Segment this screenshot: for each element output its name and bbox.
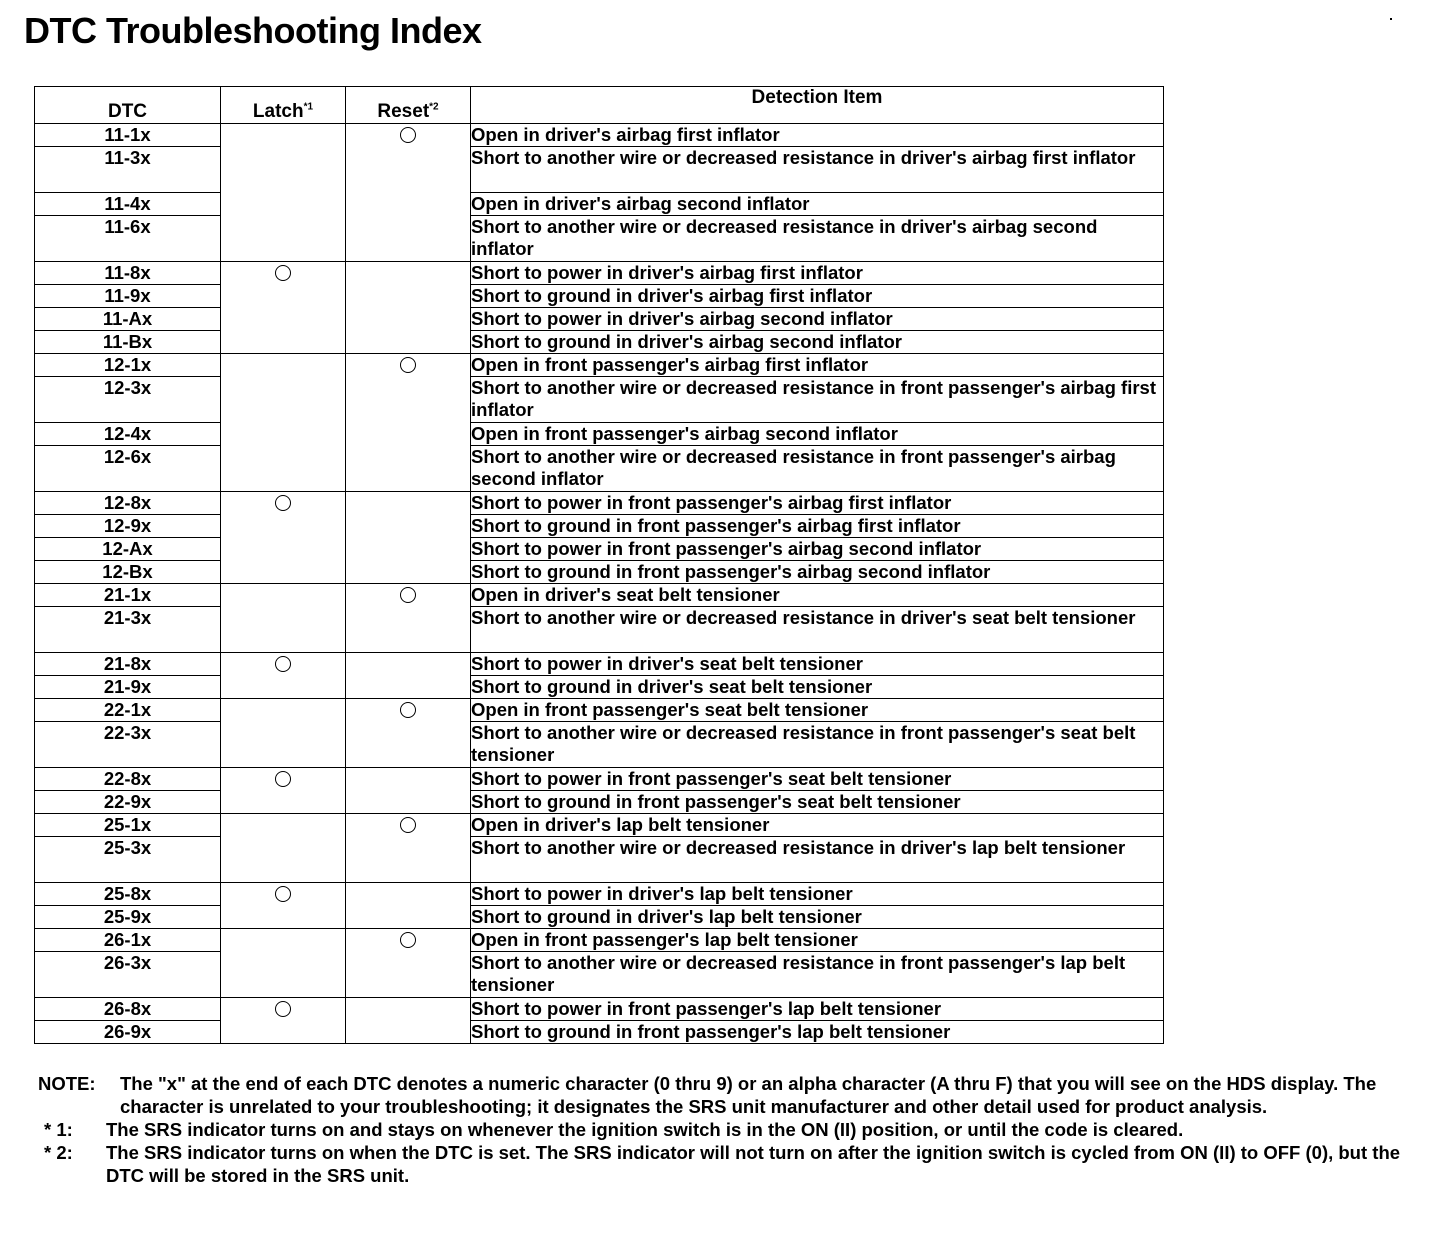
detection-item: Short to another wire or decreased resistance in driver's seat belt tensioner bbox=[471, 607, 1164, 653]
dtc-table bbox=[34, 86, 1164, 1044]
latch-circle-mark bbox=[275, 265, 291, 281]
table-row bbox=[35, 377, 1164, 423]
detection-item: Short to another wire or decreased resistance in driver's airbag second inflator bbox=[471, 216, 1164, 262]
header-reset: Reset$^{*2}$ bbox=[346, 87, 471, 124]
header-dtc: DTC bbox=[35, 87, 221, 124]
reset-cell bbox=[346, 699, 471, 768]
note-text: The "x" at the end of each DTC denotes a numeric character (0 thru 9) or an alpha character (A thru F) that you will see on the HDS display. The character is unrelated to your troubleshooting; it designates the SRS unit manufacturer and other detail used for product analysis. bbox=[120, 1073, 1377, 1117]
table-row bbox=[35, 446, 1164, 492]
table-row bbox=[35, 308, 1164, 331]
reset-cell bbox=[346, 929, 471, 998]
dtc-code: 21-3x bbox=[35, 607, 221, 653]
dtc-code: 26-3x bbox=[35, 952, 221, 998]
detection-item: Open in front passenger's airbag second inflator bbox=[471, 423, 1164, 446]
detection-item: Short to ground in driver's airbag first inflator bbox=[471, 285, 1164, 308]
dtc-code: 21-1x bbox=[35, 584, 221, 607]
reset-cell bbox=[346, 883, 471, 929]
latch-circle-mark bbox=[275, 886, 291, 902]
detection-item: Short to ground in front passenger's lap belt tensioner bbox=[471, 1021, 1164, 1044]
detection-item: Short to power in front passenger's lap belt tensioner bbox=[471, 998, 1164, 1021]
header-latch: Latch$^{*1}$ bbox=[221, 87, 346, 124]
reset-circle-mark bbox=[400, 357, 416, 373]
table-row bbox=[35, 883, 1164, 906]
footnote-1-label: * 1: bbox=[44, 1119, 73, 1140]
detection-item: Open in front passenger's lap belt tensioner bbox=[471, 929, 1164, 952]
table-row bbox=[35, 676, 1164, 699]
latch-cell bbox=[221, 768, 346, 814]
table-row bbox=[35, 699, 1164, 722]
detection-item: Short to power in driver's airbag first inflator bbox=[471, 262, 1164, 285]
reset-cell bbox=[346, 768, 471, 814]
table-row bbox=[35, 538, 1164, 561]
dtc-code: 26-9x bbox=[35, 1021, 221, 1044]
latch-circle-mark bbox=[275, 495, 291, 511]
dtc-code: 22-3x bbox=[35, 722, 221, 768]
reset-circle-mark bbox=[400, 127, 416, 143]
latch-cell bbox=[221, 998, 346, 1044]
table-row bbox=[35, 814, 1164, 837]
reset-cell bbox=[346, 124, 471, 262]
latch-cell bbox=[221, 354, 346, 492]
detection-item: Short to another wire or decreased resistance in driver's lap belt tensioner bbox=[471, 837, 1164, 883]
table-row bbox=[35, 998, 1164, 1021]
latch-circle-mark bbox=[275, 1001, 291, 1017]
latch-cell bbox=[221, 492, 346, 584]
dtc-code: 12-Bx bbox=[35, 561, 221, 584]
table-row bbox=[35, 561, 1164, 584]
detection-item: Short to power in driver's airbag second inflator bbox=[471, 308, 1164, 331]
detection-item: Short to another wire or decreased resistance in front passenger's lap belt tensioner bbox=[471, 952, 1164, 998]
footnote-2-text: The SRS indicator turns on when the DTC is set. The SRS indicator will not turn on after the ignition switch is cycled from ON (II) to OFF (0), but the DTC will be stored in the SRS unit. bbox=[106, 1142, 1401, 1186]
table-row bbox=[35, 952, 1164, 998]
detection-item: Short to another wire or decreased resistance in driver's airbag first inflator bbox=[471, 147, 1164, 193]
dtc-code: 12-1x bbox=[35, 354, 221, 377]
footnote-1 bbox=[38, 1118, 1408, 1141]
footnote-1-text: The SRS indicator turns on and stays on whenever the ignition switch is in the ON (II) position, or until the code is cleared. bbox=[106, 1119, 1184, 1140]
dtc-code: 26-8x bbox=[35, 998, 221, 1021]
table-row bbox=[35, 653, 1164, 676]
reset-cell bbox=[346, 814, 471, 883]
table-row bbox=[35, 768, 1164, 791]
reset-cell bbox=[346, 492, 471, 584]
latch-circle-mark bbox=[275, 656, 291, 672]
dtc-code: 11-6x bbox=[35, 216, 221, 262]
dtc-code: 25-9x bbox=[35, 906, 221, 929]
dtc-code: 12-3x bbox=[35, 377, 221, 423]
table-row bbox=[35, 193, 1164, 216]
dtc-code: 22-1x bbox=[35, 699, 221, 722]
dtc-code: 11-1x bbox=[35, 124, 221, 147]
table-row bbox=[35, 147, 1164, 193]
table-row bbox=[35, 515, 1164, 538]
note-label: NOTE: bbox=[38, 1073, 96, 1094]
reset-circle-mark bbox=[400, 702, 416, 718]
dtc-code: 22-9x bbox=[35, 791, 221, 814]
table-row bbox=[35, 722, 1164, 768]
table-row bbox=[35, 216, 1164, 262]
detection-item: Short to power in front passenger's airbag first inflator bbox=[471, 492, 1164, 515]
reset-footnote-ref: *2 bbox=[429, 101, 439, 113]
table-row bbox=[35, 285, 1164, 308]
speck-mark bbox=[1390, 18, 1392, 20]
table-row bbox=[35, 906, 1164, 929]
latch-cell bbox=[221, 699, 346, 768]
detection-item: Short to power in driver's lap belt tensioner bbox=[471, 883, 1164, 906]
header-detection-item: Detection Item bbox=[471, 87, 1164, 124]
table-row bbox=[35, 929, 1164, 952]
dtc-code: 12-9x bbox=[35, 515, 221, 538]
latch-cell bbox=[221, 124, 346, 262]
table-row bbox=[35, 423, 1164, 446]
dtc-code: 11-Bx bbox=[35, 331, 221, 354]
reset-circle-mark bbox=[400, 817, 416, 833]
dtc-code: 11-8x bbox=[35, 262, 221, 285]
reset-cell bbox=[346, 653, 471, 699]
detection-item: Short to ground in driver's lap belt tensioner bbox=[471, 906, 1164, 929]
latch-cell bbox=[221, 883, 346, 929]
detection-item: Short to power in front passenger's seat belt tensioner bbox=[471, 768, 1164, 791]
dtc-code: 12-4x bbox=[35, 423, 221, 446]
latch-cell bbox=[221, 262, 346, 354]
dtc-code: 25-8x bbox=[35, 883, 221, 906]
detection-item: Short to ground in front passenger's seat belt tensioner bbox=[471, 791, 1164, 814]
dtc-code: 12-Ax bbox=[35, 538, 221, 561]
detection-item: Short to ground in front passenger's airbag second inflator bbox=[471, 561, 1164, 584]
reset-circle-mark bbox=[400, 587, 416, 603]
latch-cell bbox=[221, 584, 346, 653]
detection-item: Open in driver's airbag first inflator bbox=[471, 124, 1164, 147]
reset-cell bbox=[346, 998, 471, 1044]
table-header-row bbox=[35, 87, 1164, 124]
latch-cell bbox=[221, 814, 346, 883]
latch-cell bbox=[221, 653, 346, 699]
dtc-code: 26-1x bbox=[35, 929, 221, 952]
detection-item: Short to ground in driver's airbag second inflator bbox=[471, 331, 1164, 354]
reset-circle-mark bbox=[400, 932, 416, 948]
detection-item: Open in front passenger's airbag first inflator bbox=[471, 354, 1164, 377]
detection-item: Short to another wire or decreased resistance in front passenger's airbag second inflator bbox=[471, 446, 1164, 492]
dtc-code: 11-4x bbox=[35, 193, 221, 216]
dtc-code: 11-9x bbox=[35, 285, 221, 308]
table-row bbox=[35, 837, 1164, 883]
dtc-code: 11-Ax bbox=[35, 308, 221, 331]
footnote-2-label: * 2: bbox=[44, 1142, 73, 1163]
detection-item: Short to ground in front passenger's airbag first inflator bbox=[471, 515, 1164, 538]
reset-cell bbox=[346, 262, 471, 354]
notes-section bbox=[38, 1072, 1408, 1187]
dtc-table-body bbox=[35, 124, 1164, 1044]
table-row bbox=[35, 492, 1164, 515]
latch-circle-mark bbox=[275, 771, 291, 787]
footnote-2 bbox=[38, 1141, 1408, 1187]
dtc-code: 25-1x bbox=[35, 814, 221, 837]
dtc-code: 22-8x bbox=[35, 768, 221, 791]
table-row bbox=[35, 1021, 1164, 1044]
table-row bbox=[35, 791, 1164, 814]
latch-footnote-ref: *1 bbox=[303, 101, 314, 113]
dtc-code: 21-9x bbox=[35, 676, 221, 699]
latch-cell bbox=[221, 929, 346, 998]
note-x-explanation bbox=[38, 1072, 1408, 1118]
table-row bbox=[35, 331, 1164, 354]
table-row bbox=[35, 607, 1164, 653]
table-row bbox=[35, 124, 1164, 147]
table-row bbox=[35, 584, 1164, 607]
table-row bbox=[35, 354, 1164, 377]
page-title: DTC Troubleshooting Index bbox=[24, 10, 482, 51]
detection-item: Open in front passenger's seat belt tensioner bbox=[471, 699, 1164, 722]
detection-item: Short to another wire or decreased resistance in front passenger's airbag first inflator bbox=[471, 377, 1164, 423]
detection-item: Short to ground in driver's seat belt tensioner bbox=[471, 676, 1164, 699]
dtc-code: 12-6x bbox=[35, 446, 221, 492]
dtc-code: 11-3x bbox=[35, 147, 221, 193]
detection-item: Open in driver's lap belt tensioner bbox=[471, 814, 1164, 837]
reset-cell bbox=[346, 584, 471, 653]
detection-item: Open in driver's airbag second inflator bbox=[471, 193, 1164, 216]
dtc-code: 21-8x bbox=[35, 653, 221, 676]
detection-item: Short to power in front passenger's airbag second inflator bbox=[471, 538, 1164, 561]
detection-item: Short to power in driver's seat belt tensioner bbox=[471, 653, 1164, 676]
detection-item: Short to another wire or decreased resistance in front passenger's seat belt tensioner bbox=[471, 722, 1164, 768]
detection-item: Open in driver's seat belt tensioner bbox=[471, 584, 1164, 607]
dtc-code: 25-3x bbox=[35, 837, 221, 883]
table-row bbox=[35, 262, 1164, 285]
reset-cell bbox=[346, 354, 471, 492]
dtc-code: 12-8x bbox=[35, 492, 221, 515]
